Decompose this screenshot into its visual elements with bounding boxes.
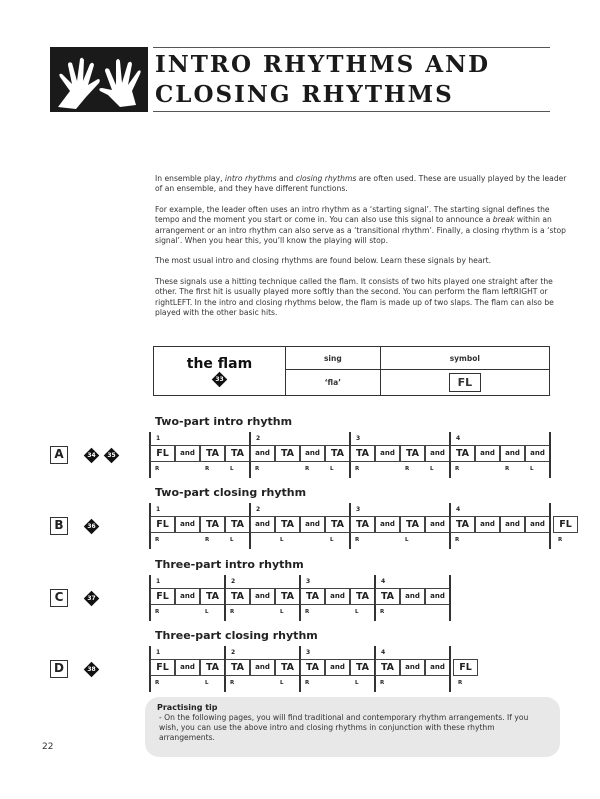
rhythm-cell: TA <box>400 445 425 462</box>
rhythm-cell: and <box>375 516 400 533</box>
hand-label: L <box>430 466 434 472</box>
rhythm-cell: and <box>525 445 550 462</box>
flam-symbol-cell <box>380 370 549 396</box>
paragraph-2: For example, the leader often uses an intro rhythm as a ‘starting signal’. The starting signal defines the tempo and the moment you start or come in. You can also use this signal to announce a break within an arrangement or an intro rhythm can also serve as a ‘transitional rhythm’. Finally, a closing rhythm is a ‘stop signal’. When you hear this, you’ll know the playing will stop. <box>155 204 566 246</box>
rhythm-cell: TA <box>450 516 475 533</box>
rhythm-cell: and <box>175 516 200 533</box>
beat-number: 2 <box>256 506 261 513</box>
flam-table <box>153 346 550 396</box>
rhythm-letter: B <box>50 517 68 535</box>
track-number: 37 <box>87 595 96 602</box>
hand-label: L <box>205 680 209 686</box>
hand-label: R <box>255 466 260 472</box>
hand-label: R <box>380 609 385 615</box>
beat-number: 4 <box>456 506 461 513</box>
rhythm-cell: TA <box>275 659 300 676</box>
rhythm-cell: and <box>400 659 425 676</box>
hand-label: R <box>155 537 160 543</box>
practising-tip <box>145 697 560 757</box>
rhythm-cell: FL <box>553 516 578 533</box>
rhythm-cell: FL <box>150 516 175 533</box>
bar-line <box>449 575 451 621</box>
rhythm-cell: and <box>425 659 450 676</box>
beat-number: 3 <box>306 578 311 585</box>
rhythm-cell: TA <box>350 445 375 462</box>
hand-label: R <box>155 609 160 615</box>
hand-label: R <box>380 680 385 686</box>
rhythm-cell: and <box>475 516 500 533</box>
title-line-2: CLOSING RHYTHMS <box>155 81 454 108</box>
page-number: 22 <box>42 742 54 752</box>
rhythm-cell: TA <box>225 588 250 605</box>
paragraph-4: These signals use a hitting technique called the flam. It consists of two hits played one straight after the other. The first hit is usually played more softly than the second. You can perform the flam leftRIGHT or rightLEFT. In the intro and closing rhythms below, the flam is made up of two slaps. The flam can also be played with the other basic hits. <box>155 276 554 318</box>
rhythm-cell: and <box>325 659 350 676</box>
symbol-header: symbol <box>380 347 549 370</box>
hand-label: R <box>155 466 160 472</box>
rhythm-title: Two-part intro rhythm <box>155 415 293 428</box>
rhythm-cell: and <box>250 659 275 676</box>
track-number: 38 <box>87 666 96 673</box>
rhythm-letter: A <box>50 446 68 464</box>
hand-label: L <box>205 609 209 615</box>
hand-label: R <box>305 466 310 472</box>
hand-label: R <box>558 537 563 543</box>
track-number: 36 <box>87 523 96 530</box>
track-icon[interactable] <box>84 448 100 464</box>
hand-label: R <box>305 680 310 686</box>
rhythm-cell: and <box>375 445 400 462</box>
rhythm-cell: FL <box>150 588 175 605</box>
rhythm-cell: and <box>175 659 200 676</box>
rhythm-cell: FL <box>150 659 175 676</box>
hand-label: R <box>458 680 463 686</box>
rhythm-title: Three-part closing rhythm <box>155 629 318 642</box>
beat-number: 3 <box>356 506 361 513</box>
track-icon[interactable] <box>84 591 100 607</box>
hand-label: L <box>355 680 359 686</box>
rhythm-cell: TA <box>400 516 425 533</box>
rhythm-cell: TA <box>200 659 225 676</box>
flam-symbol: FL <box>449 373 482 392</box>
title-line-1: INTRO RHYTHMS AND <box>155 51 491 78</box>
rhythm-cell: FL <box>150 445 175 462</box>
tip-title: Practising tip <box>157 703 218 712</box>
rhythm-title: Two-part closing rhythm <box>155 486 307 499</box>
flam-name: the flam <box>186 355 253 372</box>
rhythm-cell: and <box>300 516 325 533</box>
bar-line <box>549 503 551 549</box>
beat-number: 1 <box>156 506 161 513</box>
beat-number: 1 <box>156 649 161 656</box>
rhythm-cell: TA <box>350 516 375 533</box>
rhythm-cell: TA <box>325 516 350 533</box>
rhythm-cell: and <box>500 445 525 462</box>
hand-label: R <box>155 680 160 686</box>
hand-label: R <box>455 537 460 543</box>
hands-logo <box>50 47 148 112</box>
beat-number: 1 <box>156 578 161 585</box>
rhythm-cell: TA <box>375 659 400 676</box>
rhythm-cell: TA <box>350 659 375 676</box>
rhythm-cell: and <box>500 516 525 533</box>
track-icon[interactable] <box>104 448 120 464</box>
rhythm-cell: and <box>425 588 450 605</box>
rhythm-cell: TA <box>350 588 375 605</box>
hands-icon <box>50 47 148 112</box>
track-icon[interactable]: 33 <box>212 371 228 387</box>
header-rule-bottom <box>153 111 550 112</box>
beat-number: 4 <box>381 649 386 656</box>
hand-label: R <box>505 466 510 472</box>
paragraph-1: In ensemble play, intro rhythms and closing rhythms are often used. These are usually played by the leader of an ensemble, and they have different functions. <box>155 174 567 194</box>
rhythm-cell: TA <box>300 588 325 605</box>
page-title <box>155 50 490 110</box>
hand-label: L <box>280 680 284 686</box>
hand-label: R <box>355 466 360 472</box>
hand-label: L <box>530 466 534 472</box>
rhythm-cell: and <box>300 445 325 462</box>
beat-number: 1 <box>156 435 161 442</box>
rhythm-cell: and <box>250 445 275 462</box>
rhythm-cell: TA <box>225 659 250 676</box>
track-icon[interactable] <box>84 662 100 678</box>
hand-label: R <box>405 466 410 472</box>
hand-label: R <box>230 680 235 686</box>
beat-number: 3 <box>356 435 361 442</box>
rhythm-letter: C <box>50 589 68 607</box>
rhythm-cell: TA <box>275 516 300 533</box>
rhythm-cell: and <box>425 445 450 462</box>
rhythm-cell: and <box>175 445 200 462</box>
beat-number: 2 <box>231 578 236 585</box>
beat-number: 3 <box>306 649 311 656</box>
rhythm-title: Three-part intro rhythm <box>155 558 304 571</box>
paragraph-3: The most usual intro and closing rhythms are found below. Learn these signals by heart. <box>155 256 492 266</box>
rhythm-cell: TA <box>300 659 325 676</box>
hand-label: R <box>230 609 235 615</box>
rhythm-cell: TA <box>275 588 300 605</box>
beat-number: 4 <box>456 435 461 442</box>
rhythm-cell: TA <box>325 445 350 462</box>
rhythm-cell: and <box>175 588 200 605</box>
bar-line <box>549 432 551 478</box>
beat-number: 2 <box>231 649 236 656</box>
rhythm-cell: TA <box>225 516 250 533</box>
sing-header: sing <box>286 347 381 370</box>
flam-name-cell <box>154 347 286 396</box>
rhythm-cell: TA <box>225 445 250 462</box>
intro-text <box>155 174 570 328</box>
track-number: 35 <box>107 452 116 459</box>
hand-label: R <box>205 537 210 543</box>
flam-sing: ‘fla’ <box>286 370 381 396</box>
hand-label: L <box>330 537 334 543</box>
rhythm-cell: and <box>475 445 500 462</box>
rhythm-cell: TA <box>375 588 400 605</box>
hand-label: L <box>280 609 284 615</box>
hand-label: L <box>280 537 284 543</box>
rhythm-cell: and <box>325 588 350 605</box>
hand-label: L <box>330 466 334 472</box>
rhythm-cell: and <box>400 588 425 605</box>
bar-line <box>449 646 451 692</box>
rhythm-cell: FL <box>453 659 478 676</box>
beat-number: 2 <box>256 435 261 442</box>
track-number: 34 <box>87 452 96 459</box>
rhythm-cell: and <box>250 516 275 533</box>
rhythm-cell: and <box>250 588 275 605</box>
rhythm-cell: TA <box>200 445 225 462</box>
header-rule-top <box>153 47 550 48</box>
rhythm-cell: TA <box>450 445 475 462</box>
tip-text: - On the following pages, you will find traditional and contemporary rhythm arrangements. If you wish, you can use the above intro and closing rhythms in conjunction with these rhythm arrangements. <box>159 713 529 742</box>
rhythm-cell: TA <box>200 516 225 533</box>
rhythm-letter: D <box>50 660 68 678</box>
track-icon[interactable] <box>84 519 100 535</box>
hand-label: L <box>230 466 234 472</box>
hand-label: L <box>405 537 409 543</box>
hand-label: R <box>455 466 460 472</box>
hand-label: L <box>355 609 359 615</box>
beat-number: 4 <box>381 578 386 585</box>
hand-label: R <box>355 537 360 543</box>
hand-label: L <box>230 537 234 543</box>
rhythm-cell: and <box>525 516 550 533</box>
rhythm-cell: TA <box>200 588 225 605</box>
rhythm-cell: TA <box>275 445 300 462</box>
hand-label: R <box>305 609 310 615</box>
hand-label: R <box>205 466 210 472</box>
rhythm-cell: and <box>425 516 450 533</box>
